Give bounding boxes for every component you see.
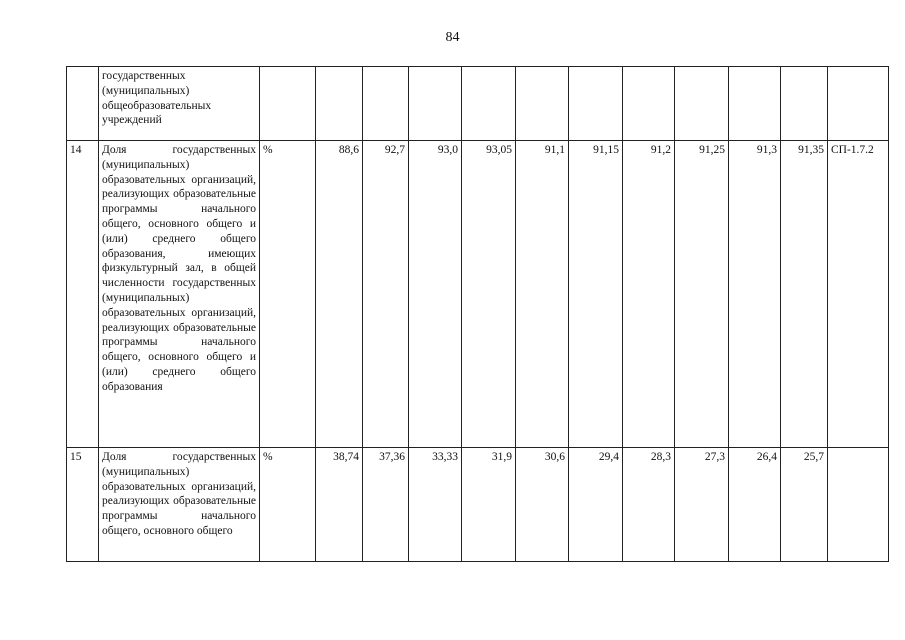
value-cell — [316, 67, 363, 141]
value-cell — [729, 67, 781, 141]
row-number — [67, 67, 99, 141]
value-cell — [516, 67, 569, 141]
value-cell: 92,7 — [363, 141, 409, 448]
code-cell: СП-1.7.2 — [828, 141, 889, 448]
value-cell — [363, 67, 409, 141]
value-cell: 91,35 — [781, 141, 828, 448]
row-number: 14 — [67, 141, 99, 448]
page-number: 84 — [445, 30, 460, 45]
value-cell — [569, 67, 623, 141]
value-cell — [675, 67, 729, 141]
value-cell: 91,3 — [729, 141, 781, 448]
value-cell: 28,3 — [623, 448, 675, 562]
value-cell — [409, 67, 462, 141]
value-cell: 91,15 — [569, 141, 623, 448]
value-cell: 93,0 — [409, 141, 462, 448]
value-cell: 26,4 — [729, 448, 781, 562]
value-cell: 37,36 — [363, 448, 409, 562]
value-cell: 91,2 — [623, 141, 675, 448]
value-cell: 91,1 — [516, 141, 569, 448]
table-row — [67, 448, 889, 562]
value-cell: 29,4 — [569, 448, 623, 562]
unit-cell: % — [260, 448, 316, 562]
value-cell — [462, 67, 516, 141]
unit-cell — [260, 67, 316, 141]
indicator-description: Доля государственных (муниципальных) образовательных организаций, реализующих образовательные программы начального общего, основного общего — [99, 448, 260, 562]
value-cell: 31,9 — [462, 448, 516, 562]
value-cell: 25,7 — [781, 448, 828, 562]
value-cell: 91,25 — [675, 141, 729, 448]
table-row — [67, 67, 889, 141]
value-cell: 30,6 — [516, 448, 569, 562]
value-cell: 93,05 — [462, 141, 516, 448]
value-cell: 38,74 — [316, 448, 363, 562]
table-row — [67, 141, 889, 448]
value-cell — [781, 67, 828, 141]
indicator-table — [66, 66, 889, 562]
value-cell — [623, 67, 675, 141]
value-cell: 27,3 — [675, 448, 729, 562]
indicator-description: Доля государственных (муниципальных) образовательных организаций, реализующих образовательные программы начального общего, основного общего и (или) среднего общего образования, имеющих физкультурный зал, в общей численности государственных (муниципальных) образовательных организаций, реализующих образовательные программы начального общего, основного общего и (или) среднего общего образования — [99, 141, 260, 448]
indicator-description: государственных (муниципальных) общеобразовательных учреждений — [99, 67, 260, 141]
unit-cell: % — [260, 141, 316, 448]
code-cell — [828, 67, 889, 141]
value-cell: 88,6 — [316, 141, 363, 448]
value-cell: 33,33 — [409, 448, 462, 562]
row-number: 15 — [67, 448, 99, 562]
code-cell — [828, 448, 889, 562]
